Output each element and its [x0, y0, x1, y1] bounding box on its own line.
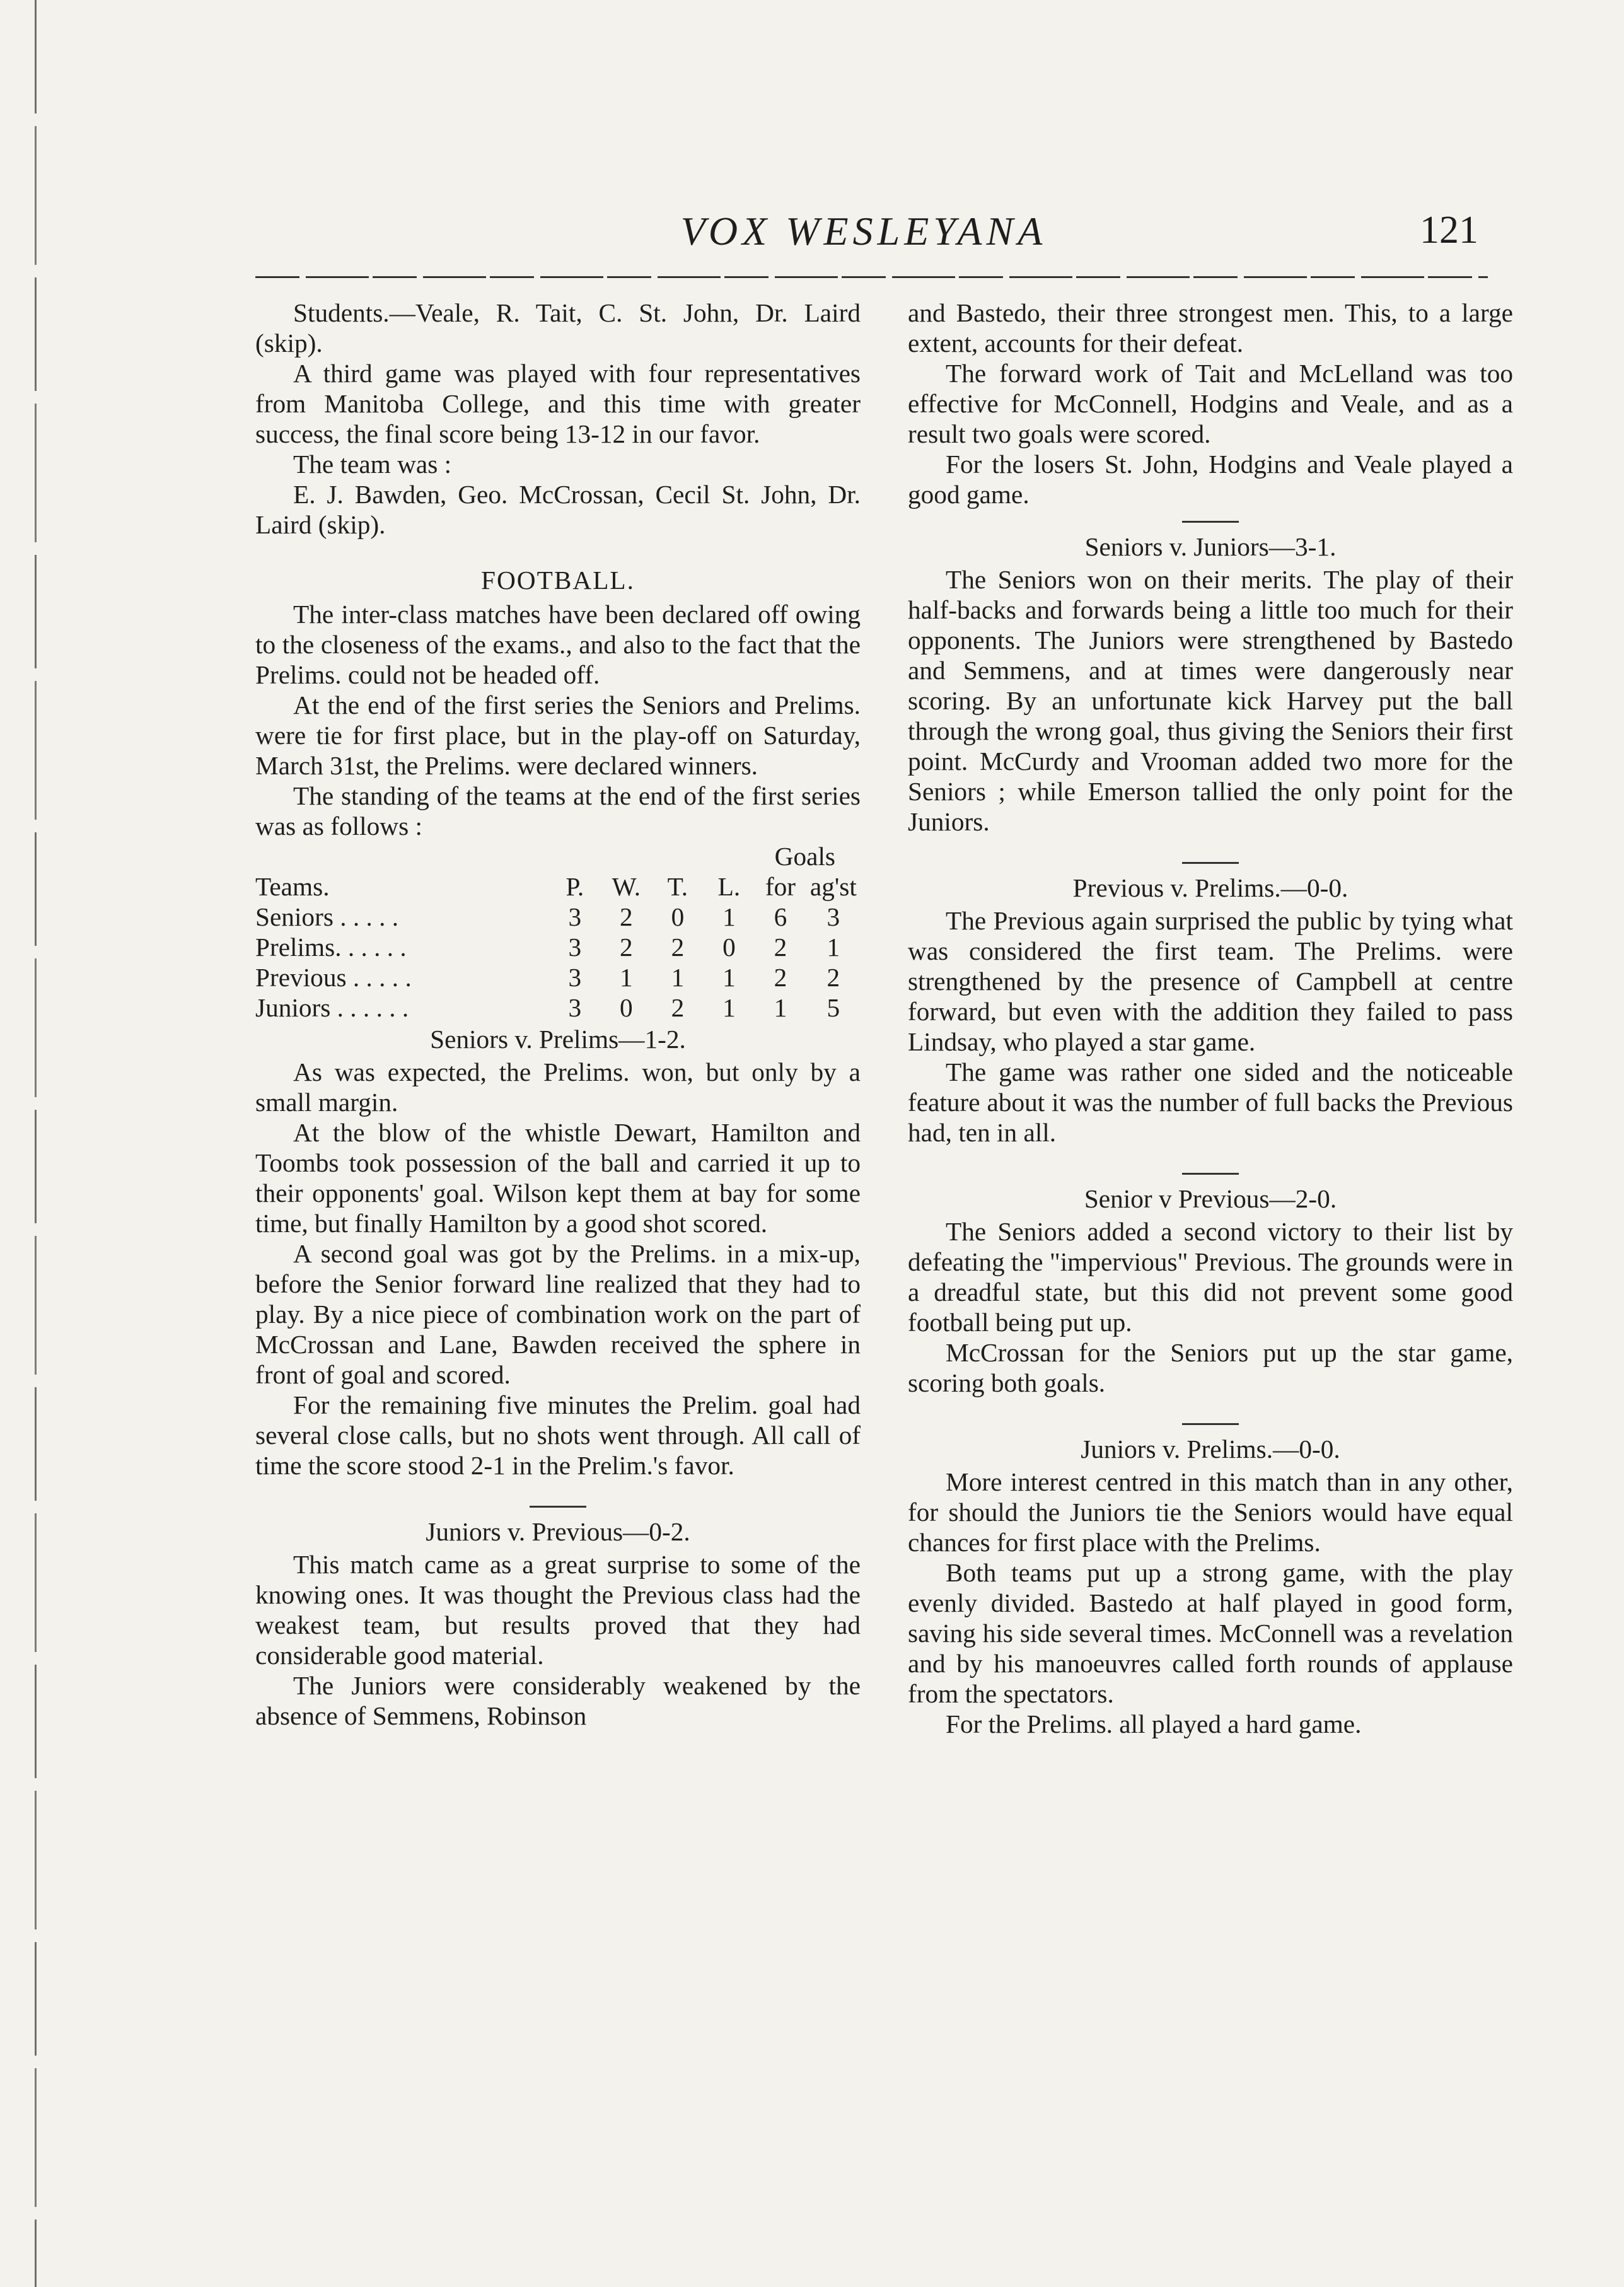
paragraph: The standing of the teams at the end of the first series was as follows : [255, 781, 861, 841]
paragraph: For the remaining five minutes the Prelim. goal had several close calls, but no shots went through. All call of time the score stood 2-1 in the Prelim.'s favor. [255, 1390, 861, 1480]
match-heading: Juniors v. Prelims.—0-0. [1081, 1434, 1340, 1464]
table-cell: 2 [671, 993, 685, 1022]
paragraph: For the losers St. John, Hodgins and Veale played a good game. [908, 450, 1513, 509]
paragraph: More interest centred in this match than in any other, for should the Juniors tie the Seniors would have equal chances for first place with the Prelims. [908, 1467, 1513, 1557]
paragraph: A second goal was got by the Prelims. in a mix-up, before the Senior forward line realized that they had to play. By a nice piece of combination work on the part of McCrossan and Lane, Bawden received the sphere in front of goal and scored. [255, 1239, 861, 1389]
paragraph: E. J. Bawden, Geo. McCrossan, Cecil St. John, Dr. Laird (skip). [255, 480, 861, 539]
header-rule [255, 276, 1488, 278]
paragraph: The Juniors were considerably weakened by the absence of Semmens, Robinson [255, 1671, 861, 1730]
paragraph: The forward work of Tait and McLelland was too effective for McConnell, Hodgins and Veale, and as a result two goals were scored. [908, 359, 1513, 448]
table-cell: 1 [774, 993, 787, 1022]
page-number: 121 [1420, 209, 1478, 252]
table-cell: 1 [722, 902, 736, 931]
paragraph: The Seniors added a second victory to their list by defeating the "impervious" Previous. The grounds were in a dreadful state, but this did not prevent some good football being put up. [908, 1217, 1513, 1337]
paragraph: The team was : [293, 450, 452, 479]
paragraph: Both teams put up a strong game, with the play evenly divided. Bastedo at half played in good form, saving his side several times. McConnell was a revelation and by his manoeuvres called forth rounds of applause from the spectators. [908, 1558, 1513, 1708]
table-cell: 2 [671, 933, 685, 962]
table-cell: 6 [774, 902, 787, 931]
table-header-cell: ag'st [809, 872, 857, 901]
team-name: Seniors . . . . . [255, 902, 399, 931]
paragraph: The game was rather one sided and the noticeable feature about it was the number of full backs the Previous had, ten in all. [908, 1057, 1513, 1147]
paragraph: A third game was played with four representatives from Manitoba College, and this time with greater success, the final score being 13-12 in our favor. [255, 359, 861, 448]
table-row [255, 962, 861, 992]
right-column [908, 298, 1513, 1739]
table-header-cell: T. [667, 872, 688, 901]
paragraph: McCrossan for the Seniors put up the star game, scoring both goals. [908, 1338, 1513, 1397]
paragraph: This match came as a great surprise to some of the knowing ones. It was thought the Previous class had the weakest team, but results proved that they had considerable good material. [255, 1550, 861, 1670]
table-header-cell: Teams. [255, 872, 330, 901]
table-cell: 1 [722, 963, 736, 992]
match-heading: Juniors v. Previous—0-2. [426, 1517, 690, 1546]
table-cell: 2 [774, 963, 787, 992]
table-header-cell: L. [717, 872, 741, 901]
paragraph: The inter-class matches have been declared off owing to the closeness of the exams., and also to the fact that the Prelims. could not be headed off. [255, 600, 861, 689]
table-cell: 1 [620, 963, 633, 992]
match-heading: Senior v Previous—2-0. [1084, 1184, 1337, 1213]
match-heading: Previous v. Prelims.—0-0. [1072, 873, 1348, 902]
goals-column-label: Goals [774, 842, 835, 871]
binding-edge [35, 0, 37, 2287]
table-cell: 2 [620, 902, 633, 931]
journal-title: VOX WESLEYANA [680, 209, 1047, 253]
paragraph: The Seniors won on their merits. The play of their half-backs and forwards being a little too much for their opponents. The Juniors were strengthened by Bastedo and Semmens, and at times were dangerously near scoring. By an unfortunate kick Harvey put the ball through the wrong goal, thus giving the Seniors their first point. McCurdy and Vrooman added two more for the Seniors ; while Emerson tallied the only point for the Juniors. [908, 565, 1513, 836]
team-name: Juniors . . . . . . [255, 993, 409, 1022]
table-cell: 2 [774, 933, 787, 962]
table-row [255, 992, 861, 1023]
paragraph: At the end of the first series the Seniors and Prelims. were tie for first place, but in the play-off on Saturday, March 31st, the Prelims. were declared winners. [255, 690, 861, 780]
table-cell: 2 [620, 933, 633, 962]
table-header-cell: for [765, 872, 796, 901]
table-cell: 3 [826, 902, 840, 931]
left-column [255, 298, 861, 1731]
table-cell: 0 [722, 933, 736, 962]
section-divider [1182, 862, 1239, 864]
table-header-cell: P. [566, 872, 584, 901]
table-cell: 5 [826, 993, 840, 1022]
match-heading: Seniors v. Juniors—3-1. [1084, 532, 1337, 561]
table-row [255, 932, 861, 962]
table-row [255, 902, 861, 932]
paragraph: At the blow of the whistle Dewart, Hamilton and Toombs took possession of the ball and carried it up to their opponents' goal. Wilson kept them at bay for some time, but finally Hamilton by a good shot scored. [255, 1118, 861, 1238]
section-divider [1182, 1423, 1239, 1425]
table-cell: 1 [671, 963, 685, 992]
table-cell: 3 [568, 933, 582, 962]
match-heading: Seniors v. Prelims—1-2. [430, 1025, 686, 1054]
table-cell: 3 [568, 902, 582, 931]
paragraph: Students.—Veale, R. Tait, C. St. John, Dr. Laird (skip). [255, 298, 861, 358]
table-header-cell: W. [612, 872, 641, 901]
section-divider [1182, 521, 1239, 523]
table-cell: 1 [722, 993, 736, 1022]
table-cell: 0 [671, 902, 685, 931]
table-cell: 1 [826, 933, 840, 962]
paragraph: As was expected, the Prelims. won, but only by a small margin. [255, 1057, 861, 1117]
page-header [249, 189, 1478, 265]
section-heading: FOOTBALL. [481, 566, 635, 595]
table-cell: 0 [620, 993, 633, 1022]
paragraph: For the Prelims. all played a hard game. [946, 1709, 1362, 1738]
table-cell: 2 [826, 963, 840, 992]
paragraph: The Previous again surprised the public by tying what was considered the first team. The Prelims. were strengthened by the presence of Campbell at centre forward, but even with the addition they failed to pass Lindsay, who played a star game. [908, 906, 1513, 1056]
team-name: Previous . . . . . [255, 963, 412, 992]
team-name: Prelims. . . . . . [255, 933, 407, 962]
section-divider [530, 1506, 586, 1508]
table-cell: 3 [568, 993, 582, 1022]
paragraph: and Bastedo, their three strongest men. This, to a large extent, accounts for their defeat. [908, 298, 1513, 358]
table-header-row [255, 871, 861, 902]
section-divider [1182, 1173, 1239, 1175]
table-cell: 3 [568, 963, 582, 992]
standing-table [255, 871, 861, 1023]
